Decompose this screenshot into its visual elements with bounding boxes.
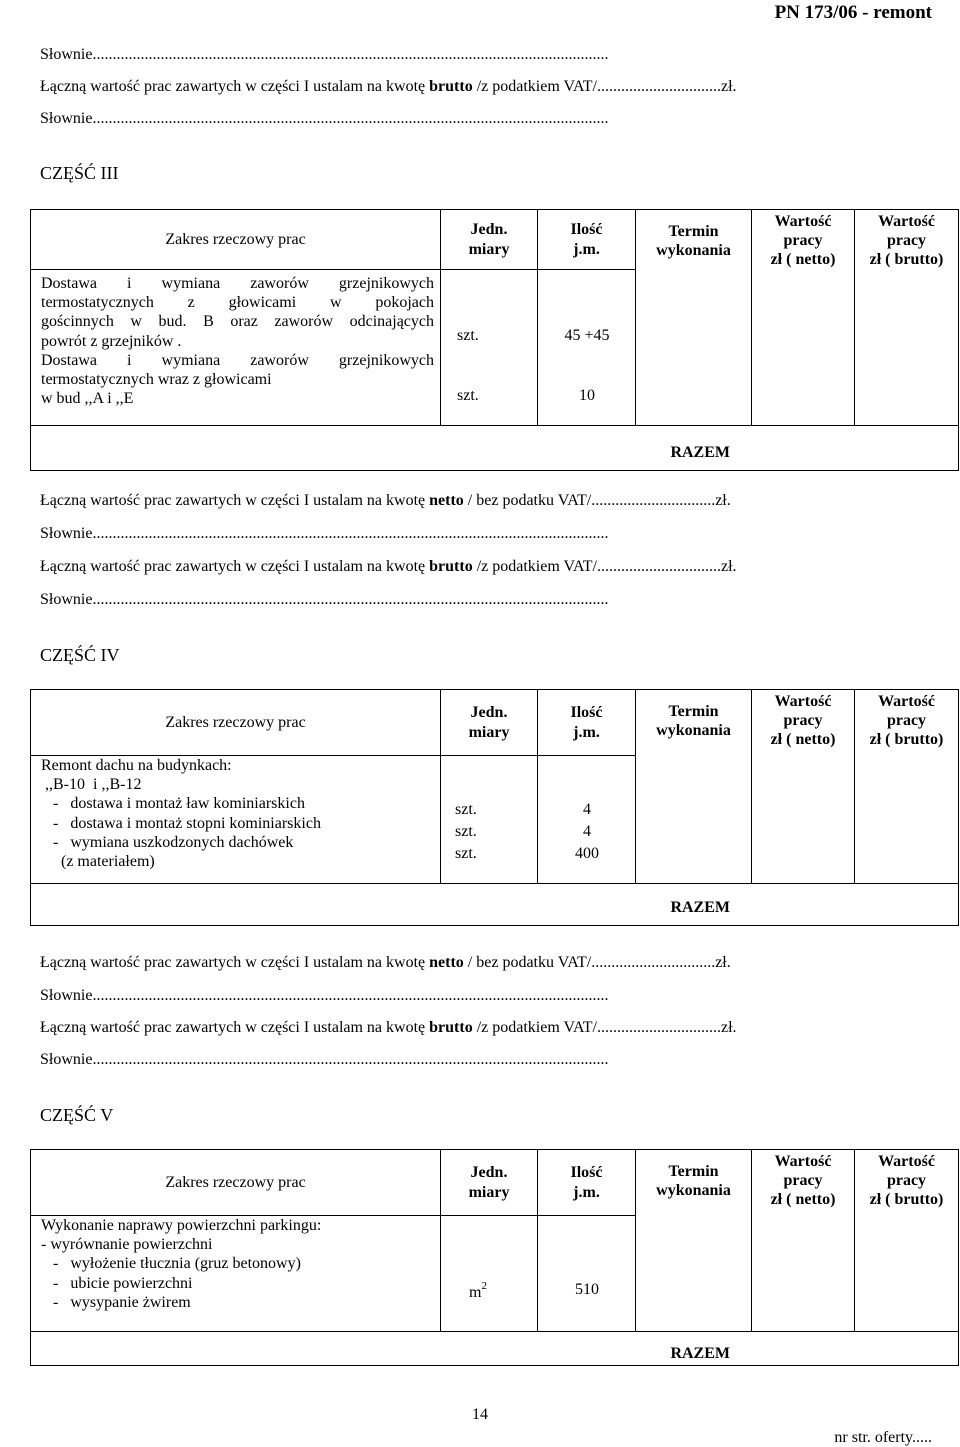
part-3-table xyxy=(30,209,959,471)
col-jednostka: Jedn. miary xyxy=(441,690,538,756)
col-wartosc-netto: Wartość pracy zł ( netto) xyxy=(752,690,855,884)
part-5-units: $m^2$ xyxy=(441,1216,538,1332)
col-ilosc: Ilość j.m. xyxy=(538,210,636,270)
part-5-title: CZĘŚĆ V xyxy=(40,1105,114,1125)
part-5-table xyxy=(30,1149,959,1366)
col-jednostka: Jedn. miary xyxy=(441,1150,538,1216)
offer-page-label: nr str. oferty..... xyxy=(834,1429,932,1446)
part-4-title: CZĘŚĆ IV xyxy=(40,645,120,665)
col-zakres: Zakres rzeczowy prac xyxy=(31,210,441,270)
col-wartosc-netto: Wartość pracy zł ( netto) xyxy=(752,210,855,426)
slownie-line: Słownie................................................................................................................................. xyxy=(40,110,609,127)
part-3-description: Dostawa i wymiana zaworów grzejnikowych termostatycznych z głowicami w pokojach gościnnych w bud. B oraz zaworów odcinających powrót z grzejników . Dostawa i wymiana zaworów grzejnikowych termostatycznych wraz z głowicami w bud ,,A i ,,E xyxy=(31,270,441,426)
slownie-line: Słownie................................................................................................................................. xyxy=(40,525,609,542)
col-ilosc: Ilość j.m. xyxy=(538,1150,636,1216)
col-wartosc-brutto: Wartość pracy zł ( brutto) xyxy=(855,690,959,884)
part-5-razem-row: RAZEM xyxy=(31,1332,959,1366)
brutto-total-line xyxy=(40,77,737,96)
slownie-line: Słownie................................................................................................................................. xyxy=(40,987,609,1004)
col-ilosc: Ilość j.m. xyxy=(538,690,636,756)
col-jednostka: Jedn. miary xyxy=(441,210,538,270)
part-4-units: szt. szt. szt. xyxy=(441,756,538,884)
part-4-table xyxy=(30,689,959,926)
brutto-line-text: Łączną wartość prac zawartych w części I ustalam na kwotę xyxy=(40,78,430,95)
page-number: 14 xyxy=(472,1406,488,1423)
part-4-quantities: 4 4 400 xyxy=(538,756,636,884)
part-3-units: szt. szt. xyxy=(441,270,538,426)
col-termin: Termin wykonania xyxy=(636,1150,752,1332)
col-termin: Termin wykonania xyxy=(636,210,752,426)
brutto-total-line: Łączną wartość prac zawartych w części I ustalam na kwotę brutto /z podatkiem VAT/...............................zł. xyxy=(40,558,737,575)
col-wartosc-netto: Wartość pracy zł ( netto) xyxy=(752,1150,855,1332)
part-4-description: Remont dachu na budynkach: ,,B-10 i ,,B-12 - dostawa i montaż ław kominiarskich - dostawa i montaż stopni kominiarskich - wymiana uszkodzonych dachówek (z materiałem) xyxy=(31,756,441,884)
slownie-line: Słownie................................................................................................................................. xyxy=(40,591,609,608)
col-wartosc-brutto: Wartość pracy zł ( brutto) xyxy=(855,210,959,426)
brutto-total-line: Łączną wartość prac zawartych w części I ustalam na kwotę brutto /z podatkiem VAT/...............................zł. xyxy=(40,1019,737,1036)
col-zakres: Zakres rzeczowy prac xyxy=(31,1150,441,1216)
part-3-quantities: 45 +45 10 xyxy=(538,270,636,426)
col-zakres: Zakres rzeczowy prac xyxy=(31,690,441,756)
brutto-line-suffix: /z podatkiem VAT/...............................zł. xyxy=(472,78,737,95)
part-4-razem-row: RAZEM xyxy=(31,884,959,926)
part-5-description: Wykonanie naprawy powierzchni parkingu: - wyrównanie powierzchni - wyłożenie tłucznia (gruz betonowy) - ubicie powierzchni - wysypanie żwirem xyxy=(31,1216,441,1332)
part-3-razem-row: RAZEM xyxy=(31,426,959,471)
document-reference: PN 173/06 - remont xyxy=(774,2,932,23)
slownie-line: Słownie................................................................................................................................. xyxy=(40,1051,609,1068)
col-wartosc-brutto: Wartość pracy zł ( brutto) xyxy=(855,1150,959,1332)
slownie-line: Słownie................................................................................................................................. xyxy=(40,46,609,63)
part-5-quantities: 510 xyxy=(538,1216,636,1332)
col-termin: Termin wykonania xyxy=(636,690,752,884)
brutto-keyword: brutto xyxy=(429,78,473,95)
part-3-title: CZĘŚĆ III xyxy=(40,163,119,183)
netto-total-line: Łączną wartość prac zawartych w części I ustalam na kwotę netto / bez podatku VAT/...............................zł. xyxy=(40,492,731,509)
netto-total-line: Łączną wartość prac zawartych w części I ustalam na kwotę netto / bez podatku VAT/...............................zł. xyxy=(40,954,731,971)
